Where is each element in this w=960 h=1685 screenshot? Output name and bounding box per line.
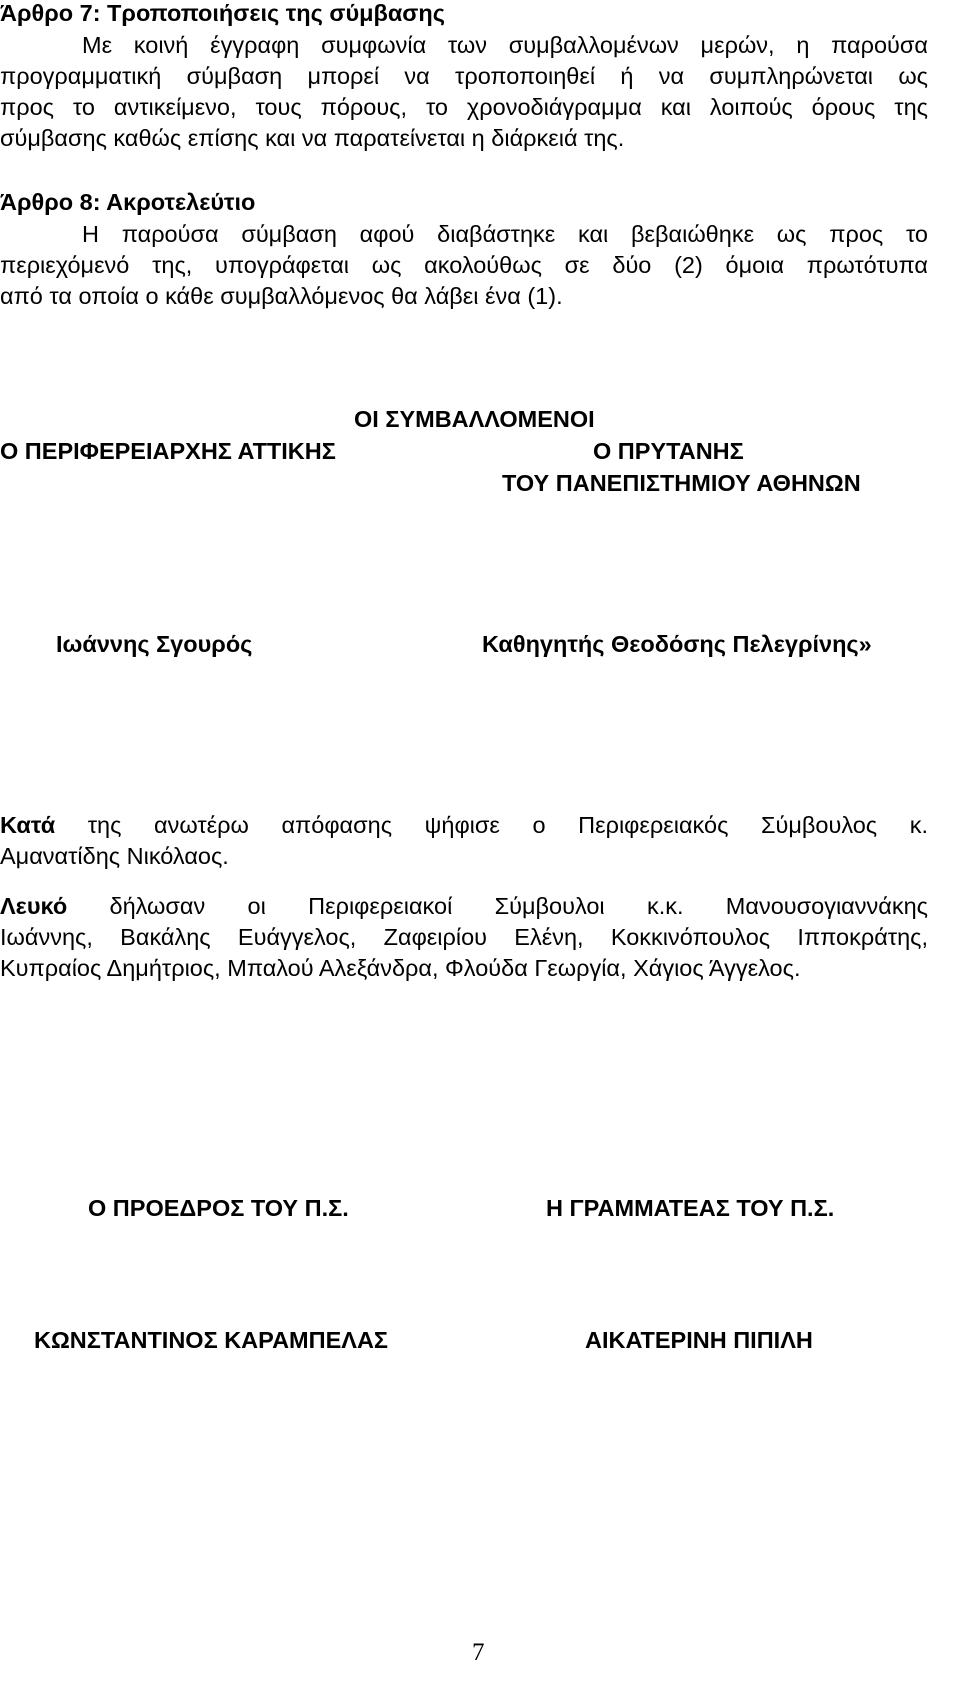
blank-vote-line-2: Ιωάννης, Βακάλης Ευάγγελος, Ζαφειρίου Ελένη, Κοκκινόπουλος Ιπποκράτης,: [0, 924, 928, 950]
blank-vote-line-3: Κυπραίος Δημήτριος, Μπαλού Αλεξάνδρα, Φλούδα Γεωργία, Χάγιος Άγγελος.: [0, 955, 801, 981]
secretary-title: Η ΓΡΑΜΜΑΤΕΑΣ ΤΟΥ Π.Σ.: [546, 1195, 835, 1221]
president-name: ΚΩΝΣΤΑΝΤΙΝΟΣ ΚΑΡΑΜΠΕΛΑΣ: [34, 1327, 389, 1353]
right-party-name: Καθηγητής Θεοδόσης Πελεγρίνης»: [482, 631, 872, 657]
blank-text: δήλωσαν οι Περιφερειακοί Σύμβουλοι κ.κ. Μανουσογιαννάκης: [109, 893, 928, 919]
article-7-line-4: σύμβασης καθώς επίσης και να παρατείνεται η διάρκειά της.: [0, 125, 625, 151]
article-8-line-2: περιεχόμενό της, υπογράφεται ως ακολούθως σε δύο (2) όμοια πρωτότυπα: [0, 252, 928, 278]
left-party-role: Ο ΠΕΡΙΦΕΡΕΙΑΡΧΗΣ ΑΤΤΙΚΗΣ: [0, 438, 336, 464]
article-8-heading: Άρθρο 8: Ακροτελεύτιο: [0, 189, 256, 215]
blank-label: Λευκό: [0, 893, 68, 919]
article-8-line-1: Η παρούσα σύμβαση αφού διαβάστηκε και βεβαιώθηκε ως προς το: [82, 221, 928, 247]
against-label: Κατά: [0, 812, 56, 838]
against-vote-line-1: [0, 812, 928, 839]
article-7-heading: Άρθρο 7: Τροποποιήσεις της σύμβασης: [0, 0, 445, 26]
page-number: 7: [472, 1639, 485, 1666]
against-text: της ανωτέρω απόφασης ψήφισε ο Περιφερειακός Σύμβουλος κ.: [87, 812, 928, 838]
right-party-role-line-1: Ο ΠΡΥΤΑΝΗΣ: [593, 438, 744, 464]
against-vote-line-2: Αμανατίδης Νικόλαος.: [0, 843, 229, 869]
article-8-line-3: από τα οποία ο κάθε συμβαλλόμενος θα λάβει ένα (1).: [0, 283, 563, 309]
article-7-line-3: προς το αντικείμενο, τους πόρους, το χρονοδιάγραμμα και λοιπούς όρους της: [0, 94, 928, 120]
left-party-name: Ιωάννης Σγουρός: [56, 631, 253, 657]
secretary-name: ΑΙΚΑΤΕΡΙΝΗ ΠΙΠΙΛΗ: [585, 1327, 813, 1353]
president-title: Ο ΠΡΟΕΔΡΟΣ ΤΟΥ Π.Σ.: [88, 1195, 349, 1221]
article-7-line-2: προγραμματική σύμβαση μπορεί να τροποποιηθεί ή να συμπληρώνεται ως: [0, 63, 928, 89]
parties-title: ΟΙ ΣΥΜΒΑΛΛΟΜΕΝΟΙ: [354, 406, 595, 432]
blank-vote-line-1: [0, 893, 928, 920]
article-7-line-1: Με κοινή έγγραφη συμφωνία των συμβαλλομένων μερών, η παρούσα: [82, 32, 928, 58]
right-party-role-line-2: ΤΟΥ ΠΑΝΕΠΙΣΤΗΜΙΟΥ ΑΘΗΝΩΝ: [502, 470, 861, 496]
